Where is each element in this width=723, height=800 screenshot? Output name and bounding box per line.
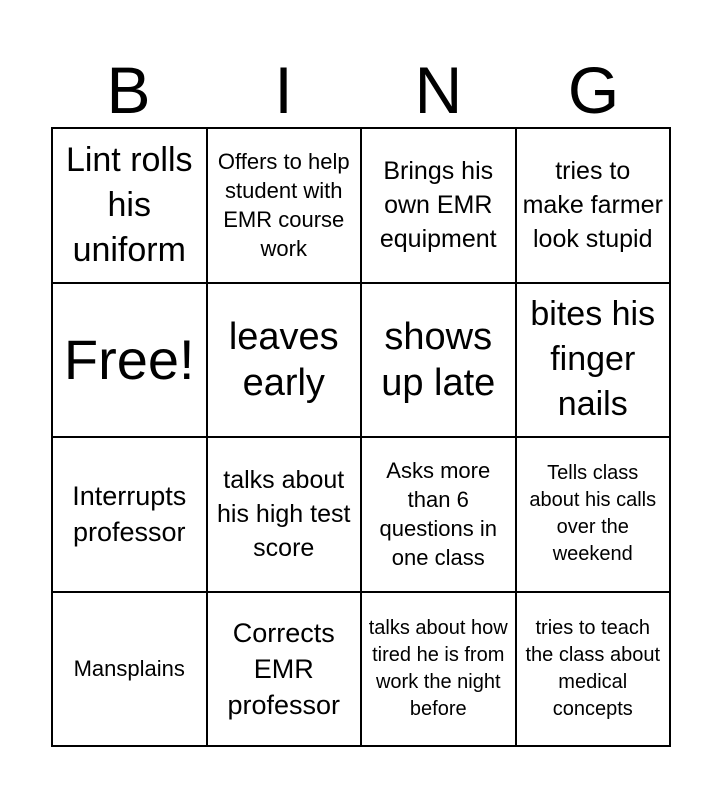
cell-text: Brings his own EMR equipment (379, 157, 497, 254)
cell-text: Corrects EMR professor (227, 617, 341, 720)
bingo-cell[interactable] (517, 438, 672, 593)
cell-text: Interrupts professor (72, 481, 187, 548)
bingo-cell[interactable] (517, 129, 672, 284)
bingo-cell[interactable] (53, 593, 208, 748)
cell-text: tries to make farmer look stupid (522, 157, 663, 254)
bingo-cell[interactable] (517, 284, 672, 439)
bingo-cell[interactable] (517, 593, 672, 748)
cell-text: shows up late (381, 315, 496, 404)
cell-text: bites his finger nails (530, 295, 656, 424)
bingo-cell[interactable] (53, 438, 208, 593)
cell-text: Asks more than 6 questions in one class (379, 458, 497, 571)
bingo-cell[interactable] (208, 438, 363, 593)
header-letter-b: B (106, 53, 151, 127)
bingo-cell[interactable] (208, 129, 363, 284)
bingo-cell-free[interactable] (53, 284, 208, 439)
bingo-cell[interactable] (362, 284, 517, 439)
header-letter-g: G (567, 53, 620, 127)
bingo-cell[interactable] (362, 593, 517, 748)
cell-text: talks about his high test score (217, 466, 351, 563)
header-letter-i: I (274, 53, 293, 127)
cell-text: tries to teach the class about medical concepts (525, 616, 661, 720)
cell-text: Free! (63, 327, 195, 391)
bingo-cell[interactable] (362, 438, 517, 593)
cell-text: talks about how tired he is from work the night before (368, 616, 508, 720)
cell-text: Offers to help student with EMR course work (217, 149, 350, 262)
cell-text: leaves early (228, 315, 339, 404)
bingo-cell[interactable] (362, 129, 517, 284)
bingo-cell[interactable] (208, 284, 363, 439)
header-letter-n: N (414, 53, 463, 127)
bingo-card (51, 127, 671, 747)
bingo-header (51, 52, 671, 128)
cell-text: Tells class about his calls over the weekend (529, 462, 657, 566)
cell-text: Mansplains (73, 656, 185, 682)
bingo-cell[interactable] (53, 129, 208, 284)
cell-text: Lint rolls his uniform (65, 140, 193, 269)
bingo-cell[interactable] (208, 593, 363, 748)
